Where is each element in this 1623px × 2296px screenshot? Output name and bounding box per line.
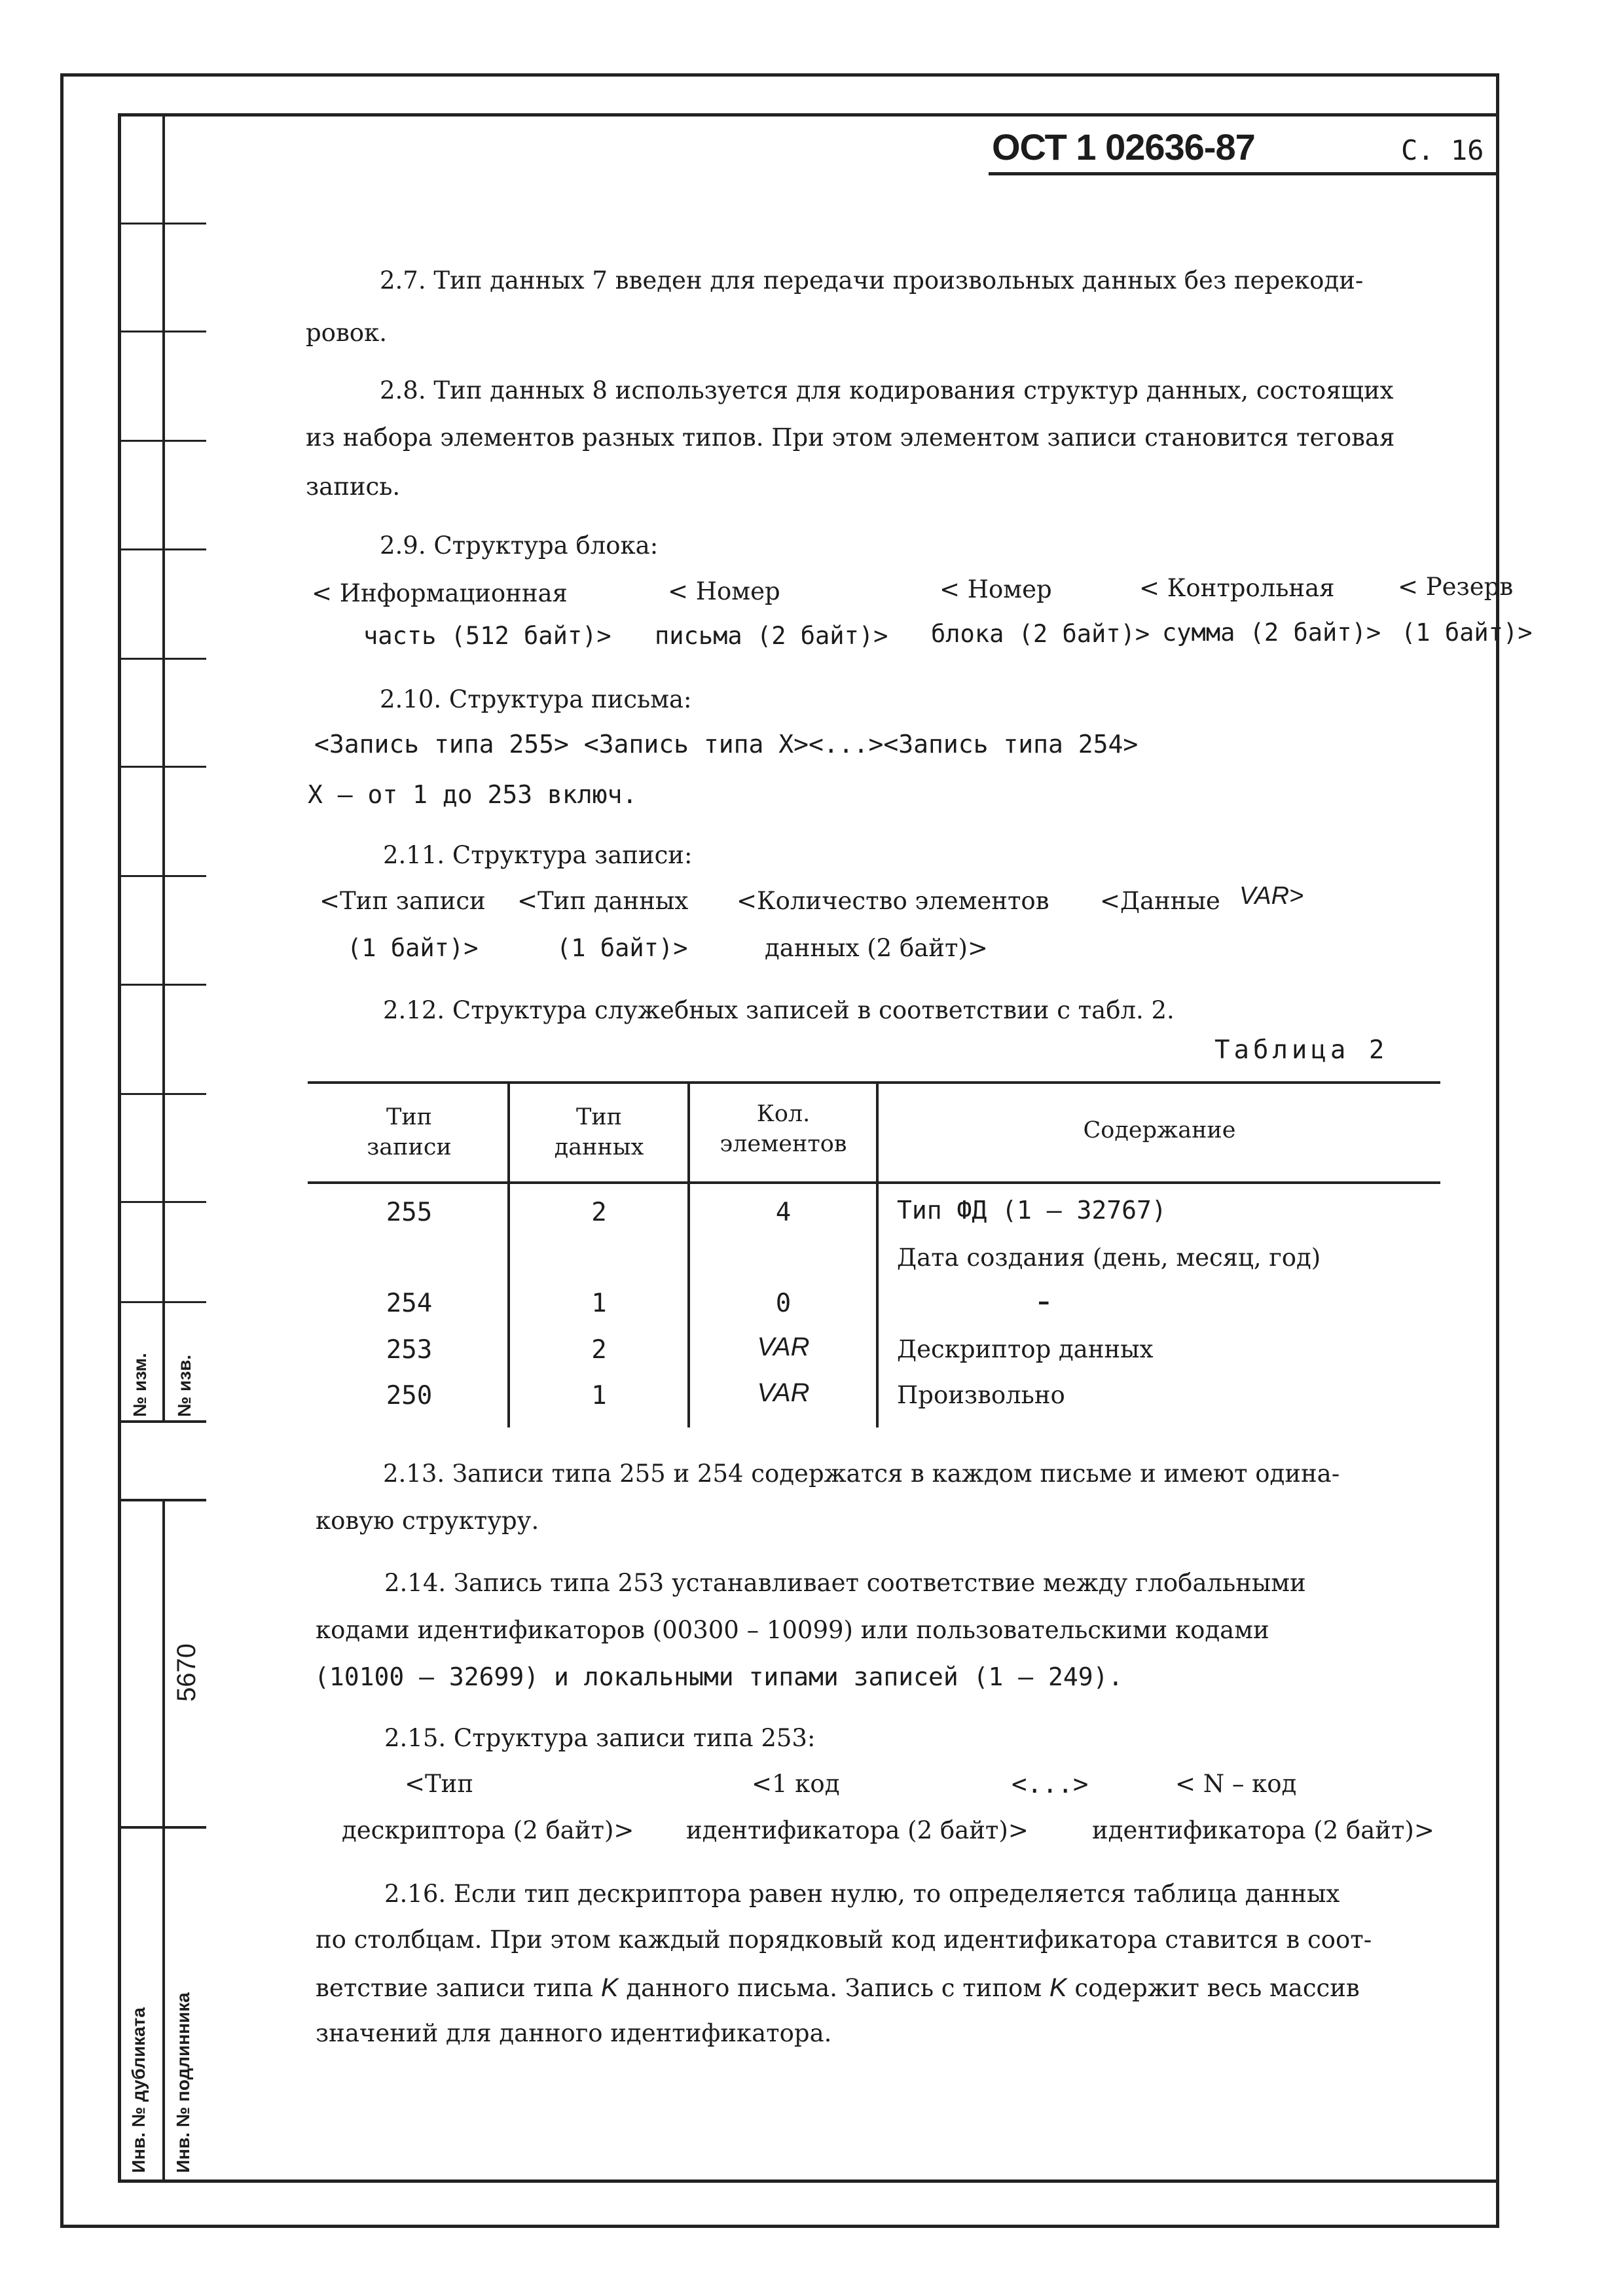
- para-2-8-line-3: запись.: [306, 473, 401, 501]
- table-row-3-data-type: 1: [591, 1289, 607, 1318]
- margin-strip-divider-lower: [162, 1499, 165, 2183]
- record-field-1-size: (1 байт)>: [347, 934, 479, 962]
- table-header-data-type: [511, 1103, 687, 1162]
- block-field-1-size: часть (512 байт)>: [363, 622, 611, 650]
- record-field-4-var: VAR>: [1239, 882, 1304, 910]
- record-type-k: K: [1049, 1973, 1067, 2002]
- descriptor-field-1-size: дескриптора (2 байт)>: [342, 1816, 634, 1844]
- table-row-5-data-type: 1: [591, 1381, 607, 1410]
- table-header-record-type: [314, 1103, 504, 1162]
- original-inventory-label: Инв. № подлинника: [173, 1992, 193, 2173]
- record-field-2-name: <Тип данных: [517, 887, 689, 915]
- table-row-3-record-type: 254: [386, 1289, 433, 1318]
- margin-grid-line: [118, 223, 206, 224]
- table-col-divider: [507, 1084, 510, 1427]
- para-2-10-title: 2.10. Структура письма:: [380, 685, 692, 713]
- table-header-element-count: [691, 1100, 876, 1159]
- table-row-3-content: –: [1038, 1287, 1050, 1316]
- table-row-2-content: Дата создания (день, месяц, год): [897, 1244, 1321, 1272]
- duplicate-inventory-label: Инв. № дубликата: [128, 2007, 149, 2173]
- table-row-1-record-type: 255: [386, 1198, 433, 1227]
- margin-grid-line: [118, 331, 206, 332]
- margin-grid-line: [118, 440, 206, 442]
- margin-grid-line: [118, 1201, 206, 1203]
- change-number-label: № изм.: [130, 1353, 150, 1417]
- descriptor-field-ellipsis: <...>: [1012, 1770, 1089, 1799]
- record-field-3-name: <Количество элементов: [737, 887, 1049, 915]
- descriptor-field-2-name: <1 код: [752, 1770, 840, 1798]
- table-header-rule: [308, 1181, 1440, 1184]
- para-2-16-line-3a: ветствие записи типа: [316, 1974, 594, 2002]
- para-2-16-line-4: значений для данного идентификатора.: [316, 2019, 832, 2047]
- block-field-2-name: < Номер: [668, 577, 780, 605]
- margin-grid-line: [118, 984, 206, 986]
- block-field-5-size: (1 байт)>: [1401, 619, 1533, 647]
- block-field-4-name: < Контрольная: [1139, 574, 1335, 602]
- para-2-13-line-1: 2.13. Записи типа 255 и 254 содержатся в каждом письме и имеют одина-: [383, 1460, 1340, 1488]
- para-2-14-line-3: (10100 – 32699) и локальными типами записей (1 – 249).: [314, 1662, 1123, 1691]
- table-row-5-record-type: 250: [386, 1381, 433, 1410]
- descriptor-field-1-name: <Тип: [405, 1770, 474, 1798]
- table-caption: Таблица 2: [1214, 1035, 1389, 1065]
- para-2-16-line-2: по столбцам. При этом каждый порядковый код идентификатора ставится в соот-: [316, 1926, 1372, 1954]
- margin-grid-line: [118, 658, 206, 660]
- header-line: Кол.: [756, 1101, 811, 1127]
- para-2-7-line-2: ровок.: [306, 319, 387, 347]
- table-row-4-record-type: 253: [386, 1335, 433, 1365]
- record-field-2-size: (1 байт)>: [556, 934, 688, 962]
- margin-rule: [118, 1826, 206, 1829]
- block-field-1-name: < Информационная: [312, 579, 568, 607]
- header-line: Тип: [386, 1104, 432, 1130]
- table-header-content: [879, 1116, 1440, 1146]
- record-field-3-size: данных (2 байт)>: [765, 934, 988, 962]
- block-field-2-size: письма (2 байт)>: [655, 622, 888, 650]
- header-line: Тип: [576, 1104, 622, 1130]
- para-2-15-title: 2.15. Структура записи типа 253:: [384, 1724, 816, 1752]
- para-2-7-line-1: 2.7. Тип данных 7 введен для передачи произвольных данных без перекоди-: [380, 266, 1364, 295]
- para-2-16-line-1: 2.16. Если тип дескриптора равен нулю, то определяется таблица данных: [384, 1880, 1340, 1908]
- margin-grid-line: [118, 548, 206, 550]
- letter-structure: <Запись типа 255> <Запись типа X><...><Запись типа 254>: [314, 730, 1139, 759]
- para-2-16-line-3: [316, 1975, 1360, 2001]
- table-row-1-data-type: 2: [591, 1198, 607, 1227]
- header-line: данных: [554, 1134, 644, 1160]
- table-col-divider: [687, 1084, 690, 1427]
- table-top-rule: [308, 1081, 1440, 1084]
- margin-grid-line: [118, 1093, 206, 1095]
- para-2-13-line-2: ковую структуру.: [316, 1507, 539, 1535]
- block-field-3-size: блока (2 байт)>: [931, 620, 1150, 648]
- table-row-1-count: 4: [775, 1198, 792, 1227]
- document-code: ОСТ 1 02636-87: [992, 126, 1255, 168]
- para-2-16-line-3b: данного письма. Запись с типом: [626, 1974, 1042, 2002]
- header-rule: [989, 172, 1499, 175]
- page-number: С. 16: [1401, 134, 1484, 166]
- table-row-5-count: VAR: [757, 1378, 810, 1407]
- para-2-11-title: 2.11. Структура записи:: [383, 841, 693, 869]
- block-field-5-name: < Резерв: [1398, 573, 1514, 601]
- record-field-4-name: <Данные: [1100, 887, 1220, 915]
- notice-number-label: № изв.: [174, 1354, 194, 1417]
- original-inventory-number: 5670: [172, 1643, 201, 1702]
- table-row-4-count: VAR: [757, 1333, 810, 1361]
- descriptor-field-n-size: идентификатора (2 байт)>: [1092, 1816, 1434, 1844]
- margin-grid-line: [118, 875, 206, 877]
- descriptor-field-n-name: < N – код: [1175, 1770, 1297, 1798]
- block-field-3-name: < Номер: [939, 575, 1052, 603]
- para-2-16-line-3c: содержит весь массив: [1074, 1974, 1360, 2002]
- table-row-5-content: Произвольно: [897, 1381, 1065, 1409]
- header-line: элементов: [720, 1130, 847, 1157]
- table-row-3-count: 0: [775, 1289, 792, 1318]
- margin-grid-line: [118, 766, 206, 768]
- letter-structure-note: X – от 1 до 253 включ.: [308, 780, 638, 809]
- margin-rule: [118, 1420, 206, 1423]
- record-field-1-name: <Тип записи: [319, 887, 486, 915]
- para-2-12: 2.12. Структура служебных записей в соответствии с табл. 2.: [383, 996, 1175, 1024]
- descriptor-field-2-size: идентификатора (2 байт)>: [686, 1816, 1029, 1844]
- block-field-4-size: сумма (2 байт)>: [1162, 619, 1381, 647]
- table-row-1-content: Тип ФД (1 – 32767): [897, 1196, 1167, 1225]
- table-row-4-content: Дескриптор данных: [897, 1335, 1154, 1363]
- para-2-14-line-1: 2.14. Запись типа 253 устанавливает соответствие между глобальными: [384, 1569, 1306, 1597]
- record-type-k: K: [600, 1973, 619, 2002]
- para-2-8-line-2: из набора элементов разных типов. При этом элементом записи становится теговая: [306, 423, 1395, 452]
- margin-rule: [118, 1499, 206, 1501]
- para-2-14-line-2: кодами идентификаторов (00300 – 10099) или пользовательскими кодами: [316, 1616, 1269, 1644]
- para-2-8-line-1: 2.8. Тип данных 8 используется для кодирования структур данных, состоящих: [380, 376, 1394, 404]
- header-line: Содержание: [1083, 1117, 1236, 1143]
- margin-grid-line: [118, 1301, 206, 1303]
- header-line: записи: [367, 1134, 452, 1160]
- para-2-9-title: 2.9. Структура блока:: [380, 531, 659, 560]
- table-row-4-data-type: 2: [591, 1335, 607, 1365]
